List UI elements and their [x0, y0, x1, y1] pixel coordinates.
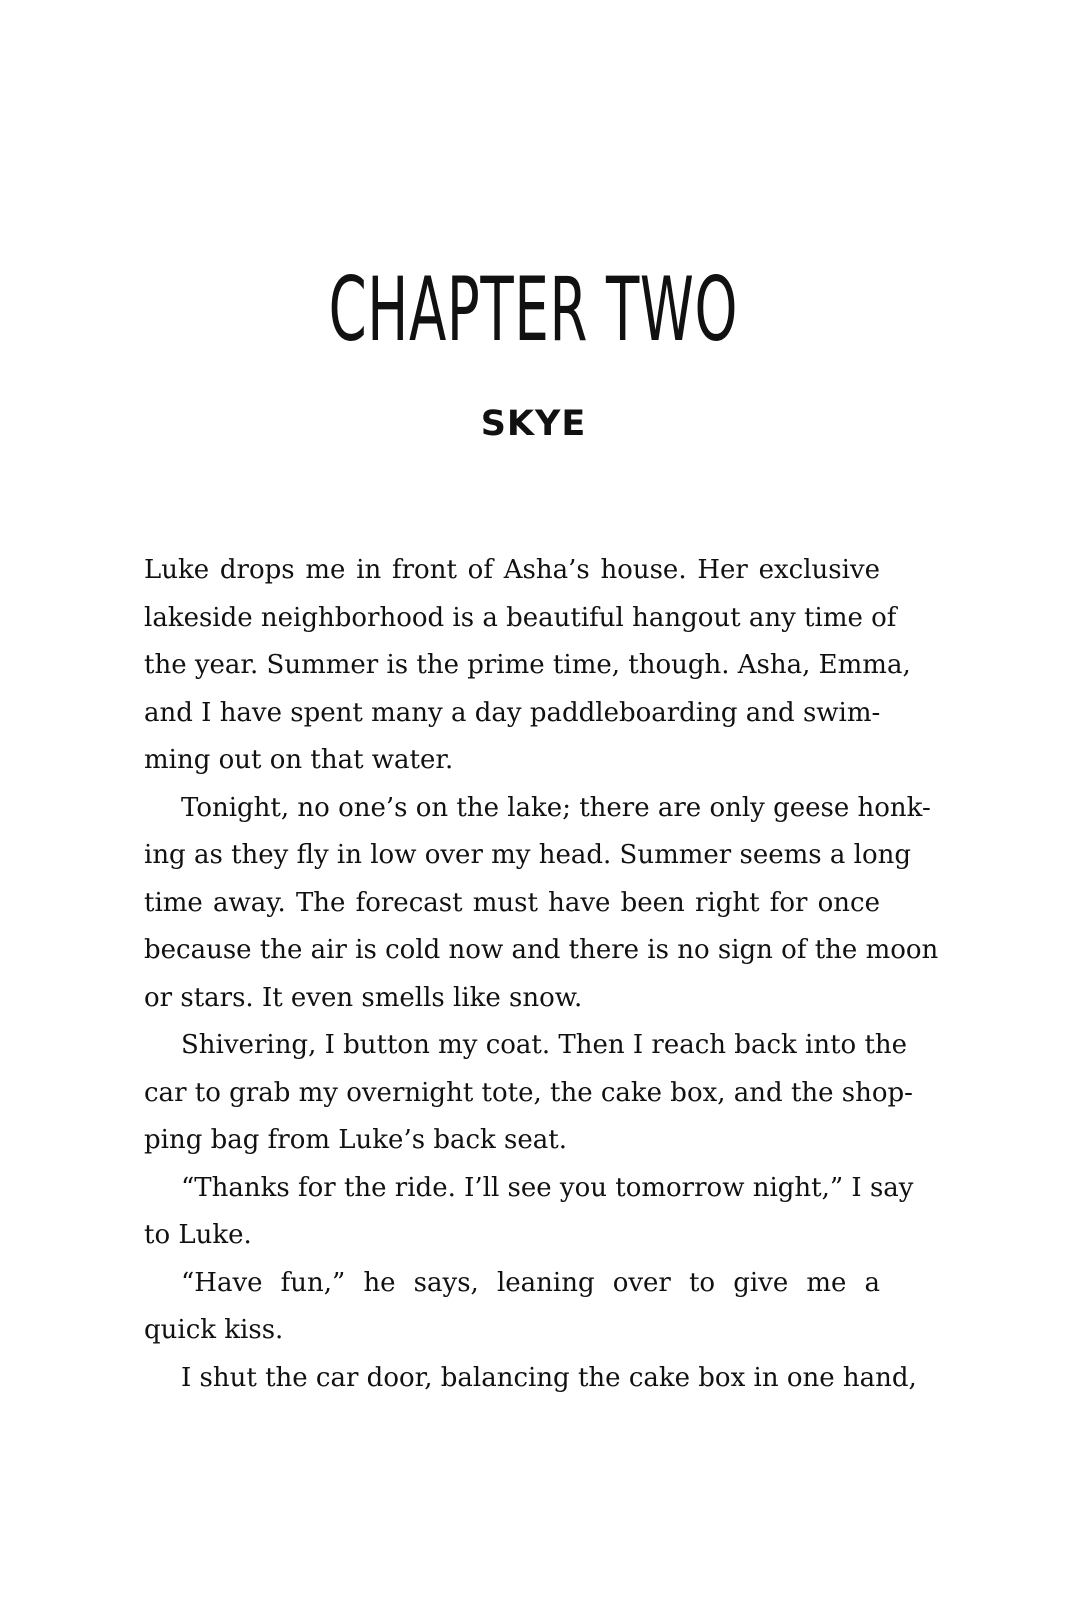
text-line: “Thanks for the ride. I’ll see you tomorrow night,” I say [181, 1172, 914, 1203]
text-line: time away. The forecast must have been right for once [144, 887, 880, 918]
text-line: and I have spent many a day paddleboarding and swim- [144, 697, 881, 728]
text-line: quick kiss. [144, 1315, 284, 1345]
text-line: car to grab my overnight tote, the cake box, and the shop- [144, 1077, 913, 1108]
chapter-body [144, 547, 939, 1402]
text-line: ming out on that water. [144, 745, 454, 775]
text-line: to Luke. [144, 1220, 252, 1250]
text-line: Shivering, I button my coat. Then I reach back into the [181, 1030, 908, 1060]
chapter-title: CHAPTER TWO [328, 258, 739, 361]
text-line: ing as they fly in low over my head. Summer seems a long [144, 840, 911, 870]
text-line: lakeside neighborhood is a beautiful hangout any time of [144, 602, 897, 633]
text-line: Luke drops me in front of Asha’s house. Her exclusive [144, 555, 880, 585]
text-line: because the air is cold now and there is no sign of the moon [144, 935, 939, 965]
text-line: “Have fun,” he says, leaning over to give me a [181, 1267, 880, 1298]
text-line: Tonight, no one’s on the lake; there are only geese honk- [181, 792, 931, 823]
text-line: the year. Summer is the prime time, though. Asha, Emma, [144, 650, 911, 680]
text-line: I shut the car door, balancing the cake box in one hand, [181, 1362, 917, 1393]
text-line: or stars. It even smells like snow. [144, 982, 583, 1013]
text-line: ping bag from Luke’s back seat. [144, 1125, 567, 1155]
chapter-subtitle: SKYE [480, 404, 587, 444]
